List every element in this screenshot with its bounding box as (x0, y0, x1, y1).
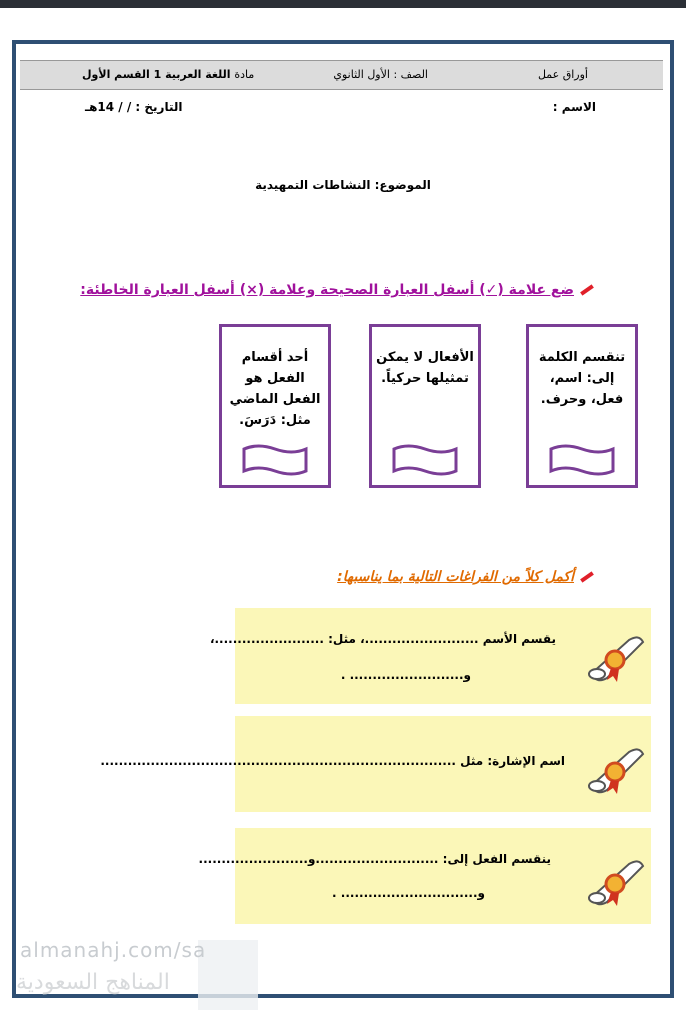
fill-line[interactable]: و.............................. . (332, 886, 485, 900)
fill-line[interactable]: اسم الإشارة: مثل .............................................................................. (100, 754, 565, 768)
statement-card (526, 324, 638, 488)
diploma-icon (583, 742, 647, 798)
instruction-true-false (80, 282, 594, 298)
fill-line[interactable]: و......................... . (340, 668, 471, 682)
diploma-icon (583, 630, 647, 686)
watermark-arabic: المناهج السعودية (16, 970, 170, 995)
statement-card (219, 324, 331, 488)
answer-scroll-icon[interactable] (388, 441, 462, 477)
name-label: الاسم : (552, 100, 596, 114)
statement-text: أحد أقسام الفعل هو الفعل الماضي مثل: دَرَسَ. (229, 350, 321, 428)
grade-label: الصف : الأول الثانوي (333, 68, 428, 81)
subject-name: اللغة العربية 1 القسم الأول (82, 68, 231, 81)
answer-scroll-icon[interactable] (545, 441, 619, 477)
statement-text: تنقسم الكلمة إلى: اسم، فعل، وحرف. (538, 350, 626, 407)
instruction-1-text: ضع علامة (✓) أسفل العبارة الصحيحة وعلامة (×) أسفل العبارة الخاطئة: (80, 282, 574, 298)
answer-scroll-icon[interactable] (238, 441, 312, 477)
fill-line[interactable]: يقسم الأسم .........................، مثل: ........................، (209, 632, 556, 646)
diploma-icon (583, 854, 647, 910)
instruction-fill-blanks (337, 569, 594, 585)
fill-line[interactable]: ينقسم الفعل إلى: ...........................و........................ (198, 852, 551, 866)
instruction-2-text: أكمل كلاً من الفراغات التالية بما يناسبها: (337, 569, 574, 585)
statement-card (369, 324, 481, 488)
date-label: التاريخ : / / 14هـ (85, 100, 183, 114)
statement-text: الأفعال لا يمكن تمثيلها حركياً. (376, 350, 474, 386)
watermark-url: almanahj.com/sa (20, 938, 207, 962)
fill-box (209, 608, 651, 704)
pencil-icon (580, 571, 594, 582)
watermark-logo (198, 940, 258, 1010)
pencil-icon (580, 284, 594, 295)
subject-prefix: مادة (234, 68, 255, 81)
worksheets-label: أوراق عمل (537, 68, 588, 81)
fill-box (100, 716, 651, 812)
subject-label (82, 68, 254, 81)
top-bar (0, 0, 686, 8)
fill-box (198, 828, 651, 924)
worksheet-header (20, 60, 663, 90)
topic-title: الموضوع: النشاطات التمهيدية (255, 178, 431, 192)
